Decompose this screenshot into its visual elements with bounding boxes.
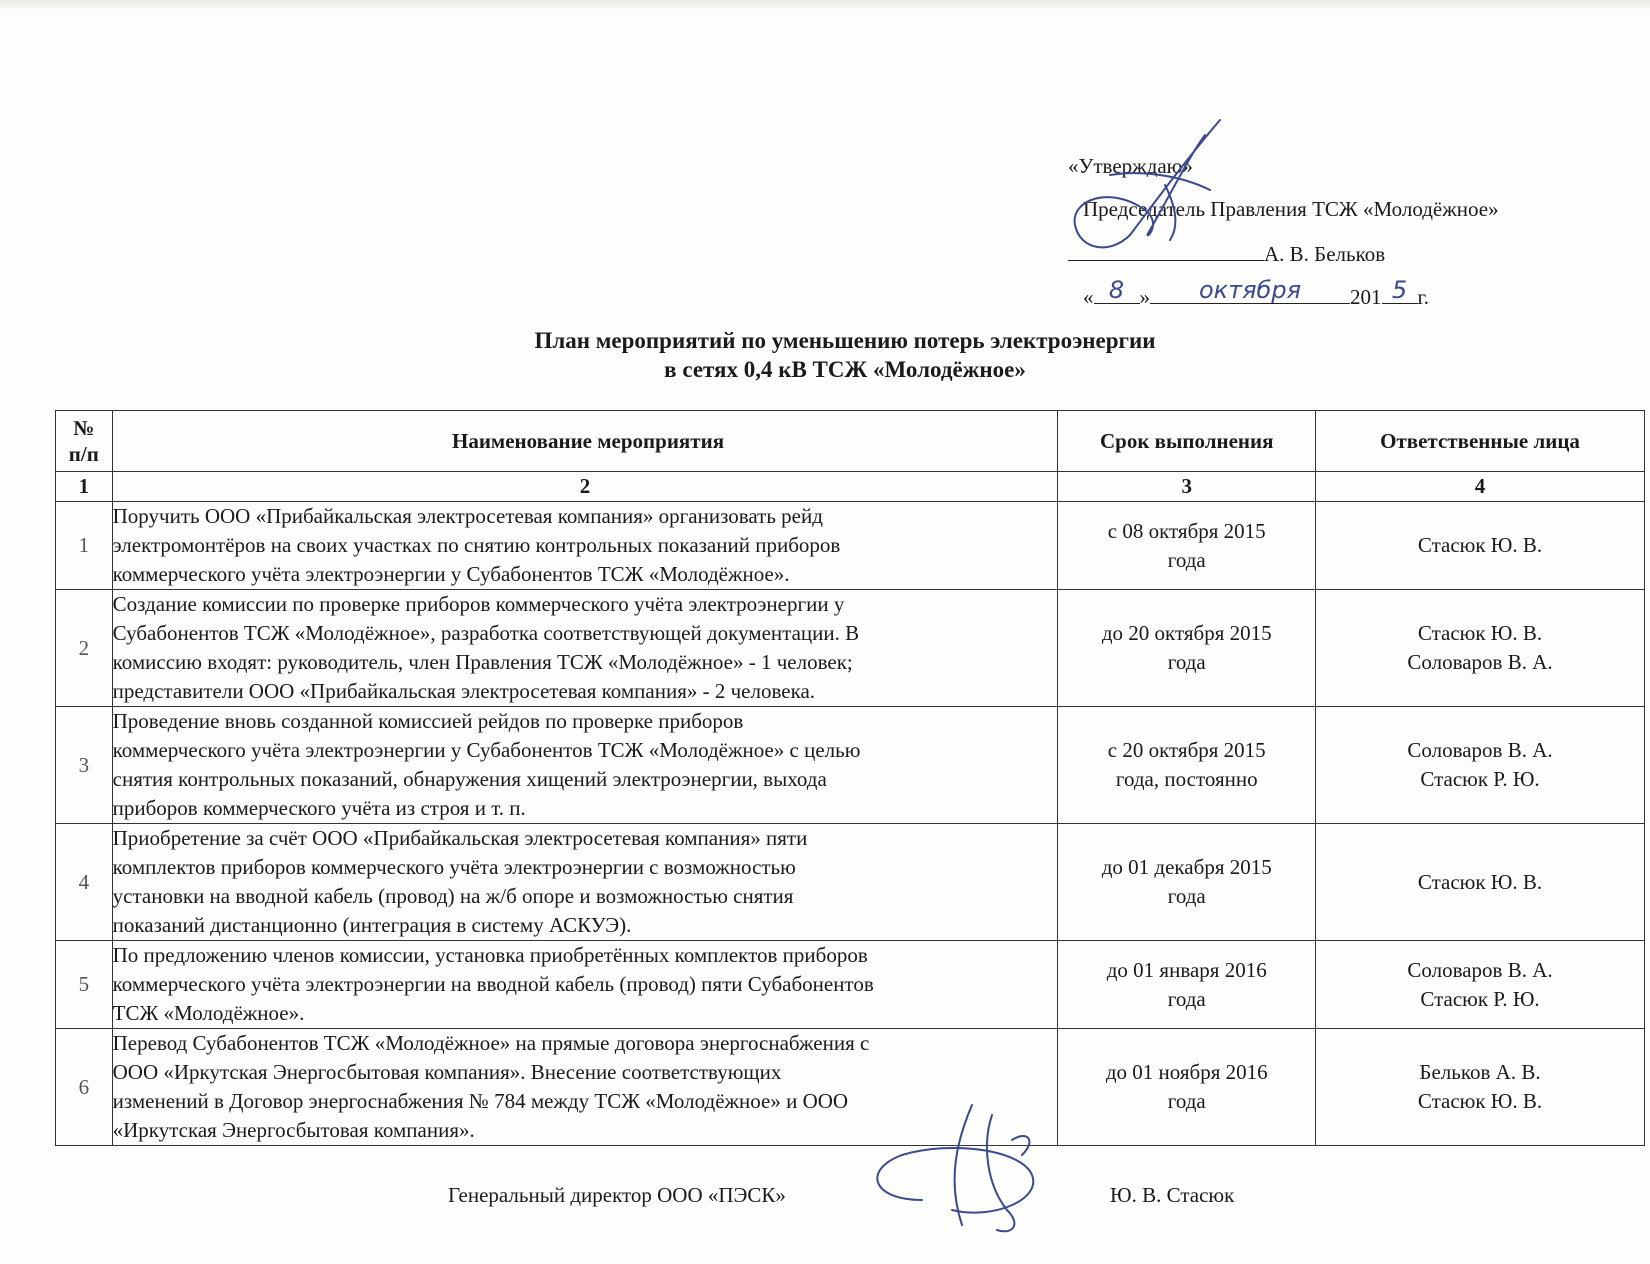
date-day: 8 [1108,276,1125,304]
plan-table [55,410,1645,1146]
activity-name-line: показаний дистанционно (интеграция в систему АСКУЭ). [112,913,632,937]
deadline-line: года [1167,547,1206,572]
activity-name-line: Поручить ООО «Прибайкальская электросетевая компания» организовать рейд [112,504,823,528]
activity-name-line: комиссию входят: руководитель, член Правления ТСЖ «Молодёжное» - 1 человек; [112,650,853,674]
header-name: Наименование мероприятия [112,411,1058,472]
header-num-symbol: № [73,416,95,440]
responsible-line: Соловаров В. А. [1407,957,1553,982]
title-line-1: План мероприятий по уменьшению потерь электроэнергии [534,328,1156,353]
table-row [56,824,1645,941]
activity-name [112,941,1058,1029]
director-signature [862,1100,1052,1240]
director-name: Ю. В. Стасюк [1110,1183,1235,1207]
table-row [56,707,1645,824]
activity-name-line: ТСЖ «Молодёжное». [112,1001,305,1025]
activity-name-line: «Иркутская Энергосбытовая компания». [112,1118,475,1142]
responsible-line: Стасюк Р. Ю. [1420,986,1540,1011]
activity-name-line: коммерческого учёта электроэнергии на вводной кабель (провод) пяти Субабонентов [112,972,874,996]
responsible-line: Бельков А. В. [1419,1060,1541,1084]
deadline [1058,1029,1316,1146]
responsible [1316,502,1645,590]
activity-name-line: По предложению членов комиссии, установка приобретённых комплектов приборов [112,943,868,967]
date-month: октября [1198,276,1302,304]
activity-name [112,590,1058,707]
column-index: 3 [1058,472,1316,502]
table-row [56,590,1645,707]
activity-name-line: коммерческого учёта электроэнергии у Субабонентов ТСЖ «Молодёжное». [112,562,790,586]
deadline-line: года [1167,1089,1206,1113]
date-year-blank [1382,276,1418,304]
header-num-label: п/п [68,442,99,466]
responsible-line: Стасюк Ю. В. [1417,533,1543,557]
date-open-quote: « [1083,285,1094,309]
date-year-digit: 5 [1391,276,1408,304]
activity-name-line: Перевод Субабонентов ТСЖ «Молодёжное» на прямые договора энергоснабжения с [112,1031,870,1055]
activity-name [112,502,1058,590]
activity-name-line: приборов коммерческого учёта из строя и т. п. [112,796,526,820]
table-row [56,1029,1645,1146]
row-number: 1 [56,502,113,590]
activity-name [112,824,1058,941]
header-term: Срок выполнения [1058,411,1316,472]
title-line-2: в сетях 0,4 кВ ТСЖ «Молодёжное» [664,357,1026,382]
responsible-line: Стасюк Р. Ю. [1420,767,1540,791]
deadline-line: с 20 октября 2015 [1107,738,1266,762]
deadline [1058,502,1316,590]
deadline-line: до 20 октября 2015 [1101,621,1272,645]
date-year-prefix: 201 [1350,285,1382,309]
date-close-quote: » [1139,285,1150,309]
row-number: 6 [56,1029,113,1146]
approver-name: А. В. Бельков [1264,242,1386,266]
deadline-line: до 01 января 2016 [1106,957,1267,982]
approval-date [1083,276,1429,310]
scan-edge [0,0,1650,10]
deadline-line: года [1167,884,1206,908]
deadline [1058,941,1316,1029]
table-row [56,502,1645,590]
row-number: 2 [56,590,113,707]
responsible [1316,707,1645,824]
responsible-line: Стасюк Ю. В. [1417,1089,1543,1113]
header-num [56,411,113,472]
table-header-row [56,411,1645,472]
deadline-line: до 01 ноября 2016 [1105,1060,1268,1084]
approver-signature [1070,115,1230,265]
column-index-row [56,472,1645,502]
responsible [1316,824,1645,941]
activity-name-line: коммерческого учёта электроэнергии у Субабонентов ТСЖ «Молодёжное» с целью [112,738,861,762]
date-day-blank [1094,276,1140,304]
responsible-line: Стасюк Ю. В. [1417,869,1543,894]
header-resp: Ответственные лица [1316,411,1645,472]
activity-name [112,707,1058,824]
activity-name-line: снятия контрольных показаний, обнаружения хищений электроэнергии, выхода [112,767,827,791]
responsible [1316,941,1645,1029]
activity-name-line: комплектов приборов коммерческого учёта электроэнергии с возможностью [112,855,796,879]
activity-name-line: ООО «Иркутская Энергосбытовая компания». Внесение соответствующих [112,1060,782,1084]
activity-name-line: Субабонентов ТСЖ «Молодёжное», разработка соответствующей документации. В [112,621,860,645]
activity-name-line: электромонтёров на своих участках по снятию контрольных показаний приборов [112,533,841,557]
column-index: 4 [1316,472,1645,502]
deadline [1058,824,1316,941]
responsible-line: Соловаров В. А. [1407,738,1553,762]
deadline [1058,707,1316,824]
row-number: 4 [56,824,113,941]
deadline-line: года [1167,986,1206,1011]
activity-name-line: Проведение вновь созданной комиссией рейдов по проверке приборов [112,709,744,733]
responsible-line: Стасюк Ю. В. [1417,621,1543,645]
activity-name-line: установки на вводной кабель (провод) на ж/б опоре и возможностью снятия [112,884,794,908]
deadline-line: года, постоянно [1115,767,1258,791]
column-index: 2 [112,472,1058,502]
deadline-line: с 08 октября 2015 [1107,518,1266,543]
responsible-line: Соловаров В. А. [1407,650,1553,674]
approval-heading: «Утверждаю» [1068,154,1193,178]
activity-name-line: представители ООО «Прибайкальская электросетевая компания» - 2 человека. [112,679,816,703]
activity-name-line: изменений в Договор энергоснабжения № 784 между ТСЖ «Молодёжное» и ООО [112,1089,849,1113]
responsible [1316,590,1645,707]
approver-position: Председатель Правления ТСЖ «Молодёжное» [1083,197,1499,221]
table-body [56,502,1645,1146]
document-title [0,326,1650,384]
table-row [56,941,1645,1029]
activity-name-line: Создание комиссии по проверке приборов коммерческого учёта электроэнергии у [112,592,845,616]
date-suffix: г. [1417,285,1429,309]
row-number: 3 [56,707,113,824]
column-index: 1 [56,472,113,502]
deadline-line: до 01 декабря 2015 [1101,855,1272,879]
date-month-blank [1150,276,1350,304]
deadline [1058,590,1316,707]
responsible [1316,1029,1645,1146]
director-position: Генеральный директор ООО «ПЭСК» [448,1183,786,1207]
deadline-line: года [1167,650,1206,674]
activity-name-line: Приобретение за счёт ООО «Прибайкальская электросетевая компания» пяти [112,826,808,850]
row-number: 5 [56,941,113,1029]
